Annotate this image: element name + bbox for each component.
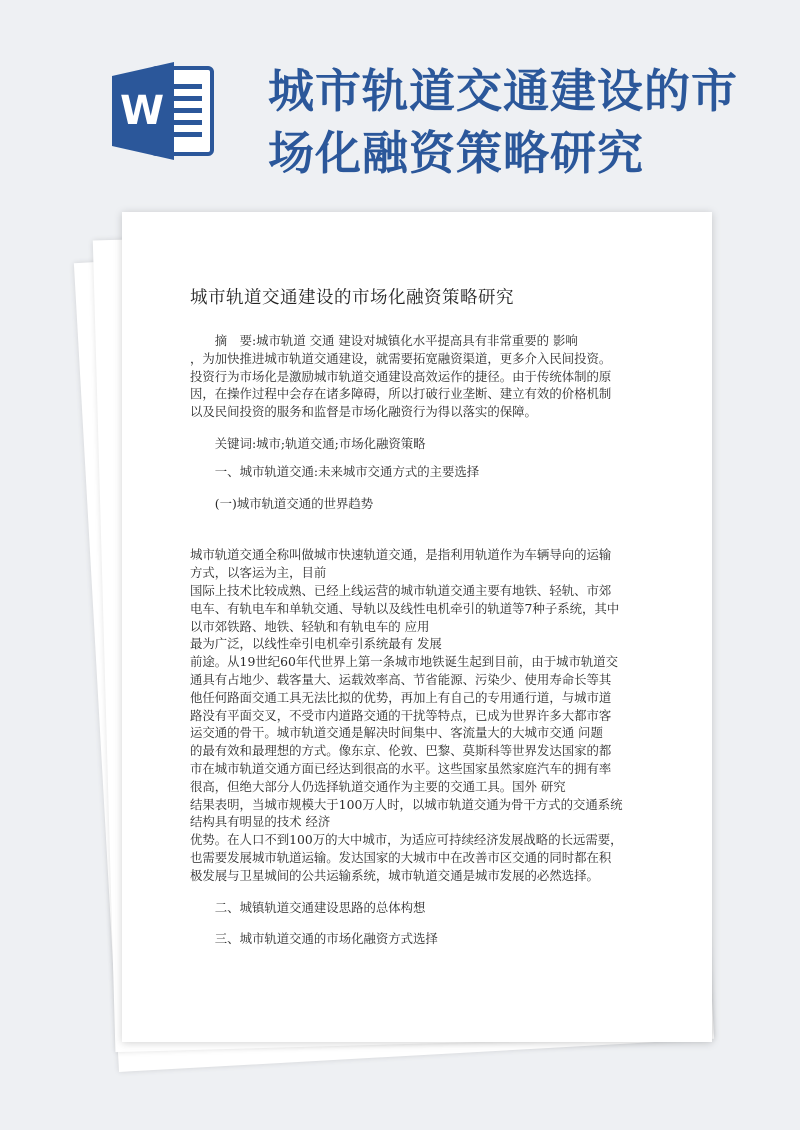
body-line: 方式，以客运为主，目前 bbox=[190, 565, 327, 581]
body-line: 电车、有轨电车和单轨交通、导轨以及线性电机牵引的轨道等7种子系统，其中 bbox=[190, 600, 620, 616]
abstract-line: 投资行为市场化是激励城市轨道交通建设高效运作的捷径。由于传统体制的原 bbox=[190, 368, 612, 384]
body-line: 最为广泛，以线性牵引电机牵引系统最有 发展 bbox=[190, 636, 442, 652]
banner-title-line-2: 场化融资策略研究 bbox=[268, 126, 644, 180]
body-line: 结果表明，当城市规模大于100万人时，以城市轨道交通为骨干方式的交通系统 bbox=[190, 796, 623, 812]
body-line: 运交通的骨干。城市轨道交通是解决时间集中、客流量大的大城市交通 问题 bbox=[190, 725, 603, 741]
body-line: 以市郊铁路、地铁、轻轨和有轨电车的 应用 bbox=[190, 618, 430, 634]
body-line: 前途。从19世纪60年代世界上第一条城市地铁诞生起到目前，由于城市轨道交 bbox=[190, 654, 619, 670]
section-heading-1: 一、城市轨道交通:未来城市交通方式的主要选择 bbox=[214, 463, 480, 479]
subsection-heading-1: (一)城市轨道交通的世界趋势 bbox=[214, 495, 374, 511]
body-line: 的最有效和最理想的方式。像东京、伦敦、巴黎、莫斯科等世界发达国家的都 bbox=[190, 743, 612, 759]
body-paragraph bbox=[190, 546, 638, 884]
body-line: 城市轨道交通全称叫做城市快速轨道交通，是指利用轨道作为车辆导向的运输 bbox=[190, 547, 612, 563]
body-line: 市在城市轨道交通方面已经达到很高的水平。这些国家虽然家庭汽车的拥有率 bbox=[190, 760, 612, 776]
banner-header bbox=[0, 0, 800, 200]
section-heading-2: 二、城镇轨道交通建设思路的总体构想 bbox=[214, 899, 426, 915]
word-document-icon bbox=[112, 62, 216, 160]
abstract-line: 以及民间投资的服务和监督是市场化融资行为得以落实的保障。 bbox=[190, 404, 537, 420]
body-line: 他任何路面交通工具无法比拟的优势，再加上有自己的专用通行道，与城市道 bbox=[190, 689, 612, 705]
word-icon-letter: W bbox=[119, 88, 165, 134]
body-line: 结构具有明显的技术 经济 bbox=[190, 814, 331, 830]
abstract-paragraph bbox=[190, 332, 638, 421]
abstract-line: 摘 要:城市轨道 交通 建设对城镇化水平提高具有非常重要的 影响 bbox=[214, 333, 578, 348]
document-body bbox=[190, 286, 638, 948]
body-line: 极发展与卫星城间的公共运输系统，城市轨道交通是城市发展的必然选择。 bbox=[190, 867, 599, 883]
body-line: 优势。在人口不到100万的大中城市，为适应可持续经济发展战略的长远需要， bbox=[190, 832, 623, 848]
body-line: 国际上技术比较成熟、已经上线运营的城市轨道交通主要有地铁、轻轨、市郊 bbox=[190, 582, 612, 598]
body-line: 路没有平面交叉，不受市内道路交通的干扰等特点，已成为世界许多大都市客 bbox=[190, 707, 612, 723]
keywords: 关键词:城市;轨道交通;市场化融资策略 bbox=[214, 435, 426, 451]
body-line: 通具有占地少、载客量大、运载效率高、节省能源、污染少、使用寿命长等其 bbox=[190, 671, 612, 687]
section-heading-3: 三、城市轨道交通的市场化融资方式选择 bbox=[214, 931, 438, 947]
abstract-line: ，为加快推进城市轨道交通建设，就需要拓宽融资渠道，更多介入民间投资。 bbox=[190, 350, 612, 366]
abstract-line: 因，在操作过程中会存在诸多障碍，所以打破行业垄断、建立有效的价格机制 bbox=[190, 386, 612, 402]
banner-title-line-1: 城市轨道交通建设的市 bbox=[268, 64, 738, 118]
body-line: 也需要发展城市轨道运输。发达国家的大城市中在改善市区交通的同时都在积 bbox=[190, 849, 612, 865]
document-title: 城市轨道交通建设的市场化融资策略研究 bbox=[190, 288, 514, 308]
body-line: 很高，但绝大部分人仍选择轨道交通作为主要的交通工具。国外 研究 bbox=[190, 778, 566, 794]
banner-title bbox=[268, 60, 788, 184]
